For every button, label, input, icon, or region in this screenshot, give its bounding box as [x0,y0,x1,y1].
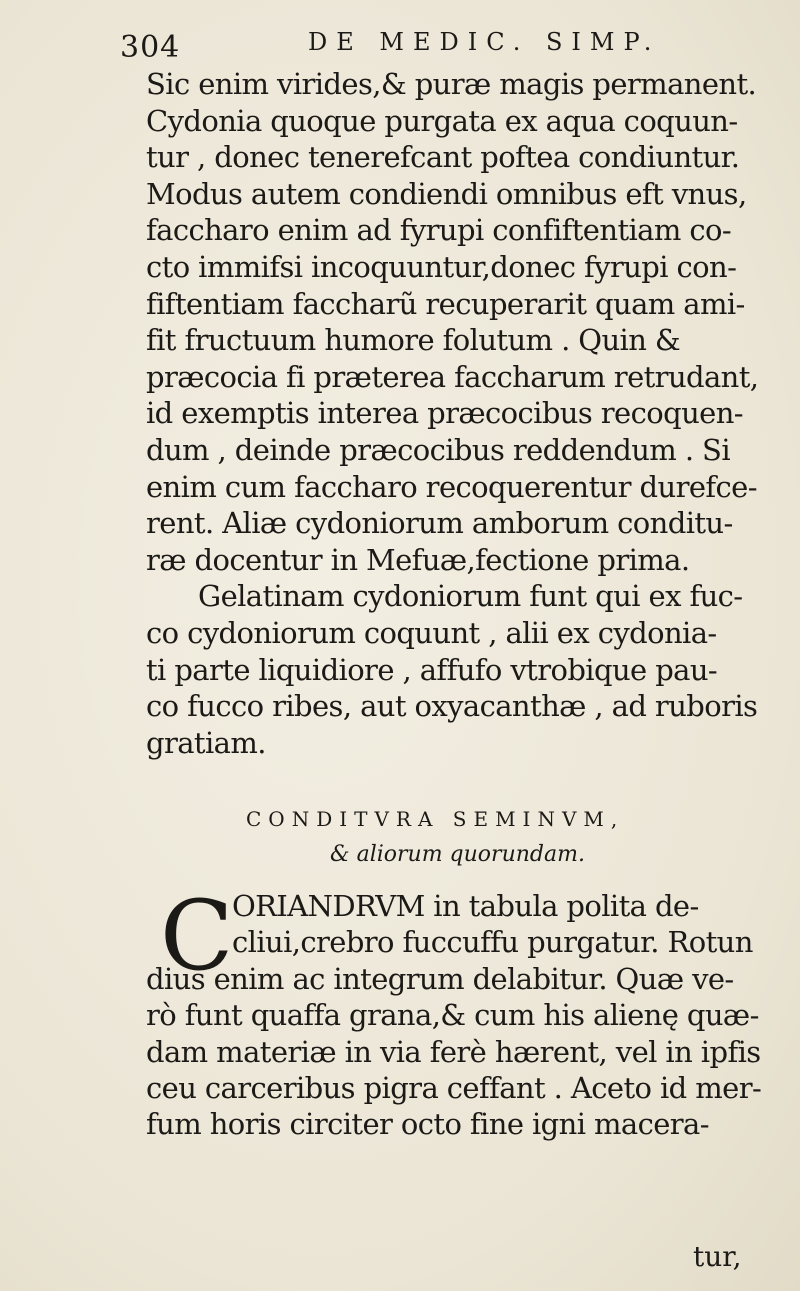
text-line: ORIANDRVM in tabula polita de- [232,889,699,923]
text-line: dum , deinde præcocibus reddendum . Si [146,432,730,467]
text-line: fum horis circiter octo fine igni macera- [146,1107,709,1142]
text-line: dam materiæ in via ferè hærent, vel in ipfis [146,1034,761,1069]
text-line: fit fructuum humore folutum . Quin & [146,323,681,358]
text-line: rò funt quaffa grana,& cum his alienę quæ- [146,998,759,1033]
text-line: ræ docentur in Mefuæ,fectione prima. [146,542,690,577]
running-title: DE MEDIC. SIMP. [308,28,661,56]
page-number: 304 [120,30,181,65]
second-text-block [146,880,766,1143]
text-line: ti parte liquidiore , affufo vtrobique pau- [146,652,718,687]
text-line: Modus autem condiendi omnibus eft vnus, [146,176,747,211]
text-line: tur , donec tenerefcant poftea condiuntur. [146,140,740,175]
section-heading: CONDITVRA SEMINVM, [246,807,625,831]
text-line: cliui,crebro fuccuffu purgatur. Rotun [232,925,753,960]
text-line: faccharo enim ad fyrupi confiftentiam co- [146,213,732,248]
section-subheading: & aliorum quorundam. [330,842,585,867]
text-line: fiftentiam faccharũ recuperarit quam ami- [146,286,745,321]
text-line: gratiam. [146,725,266,760]
text-line: enim cum faccharo recoquerentur durefce- [146,469,757,504]
text-line: co fucco ribes, aut oxyacanthæ , ad ruboris [146,689,758,724]
catchword: tur, [693,1240,742,1273]
text-line: Sic enim virides,& puræ magis permanent. [146,67,757,101]
text-line: id exemptis interea præcocibus recoquen- [146,396,743,431]
drop-cap: C [160,880,234,992]
text-line: dius enim ac integrum delabitur. Quæ ve- [146,961,734,996]
running-head [120,18,720,65]
text-line: cto immifsi incoquuntur,donec fyrupi con- [146,249,737,284]
text-line: rent. Aliæ cydoniorum amborum conditu- [146,506,733,541]
text-line: præcocia fi præterea faccharum retrudant, [146,359,759,394]
text-line: Cydonia quoque purgata ex aqua coquun- [146,103,738,138]
main-text-block [146,66,759,761]
text-line: ceu carceribus pigra ceffant . Aceto id mer- [146,1071,762,1106]
text-line: Gelatinam cydoniorum funt qui ex fuc- [198,579,743,614]
text-line: co cydoniorum coquunt , alii ex cydonia- [146,615,717,650]
